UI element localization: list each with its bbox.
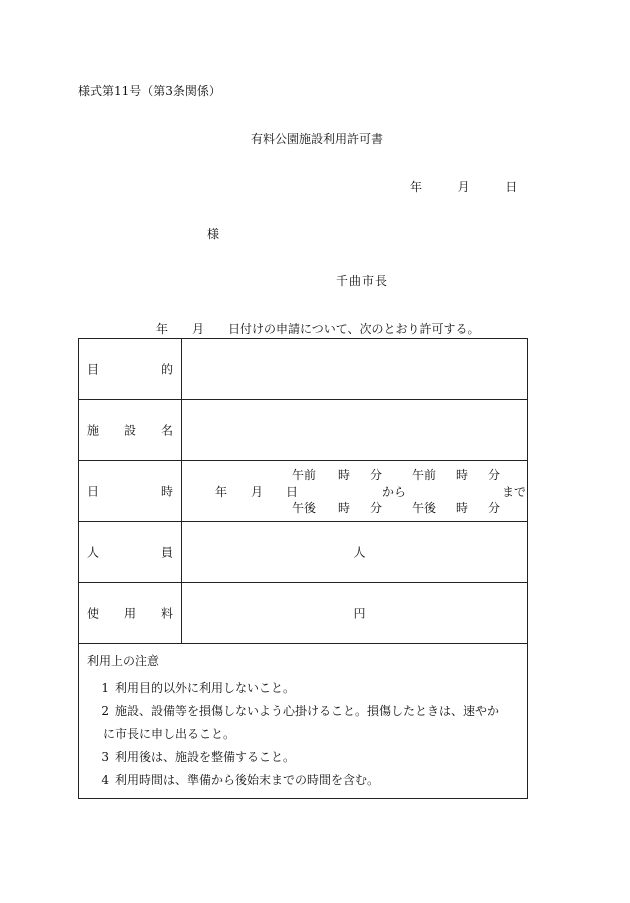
- label-fee-char-2: 用: [123, 606, 136, 621]
- dt-end-am-minute: 分: [488, 468, 501, 482]
- row-facility: [79, 400, 528, 461]
- row-people: [79, 522, 528, 583]
- label-fee-char-3: 料: [160, 606, 173, 621]
- issue-date-day: 日: [505, 180, 518, 194]
- row-purpose: [79, 339, 528, 400]
- note-text: 利用後は、施設を整備すること。: [115, 750, 296, 764]
- label-datetime: [79, 461, 182, 522]
- dt-until: まで: [502, 485, 527, 499]
- label-purpose: [79, 339, 182, 400]
- note-item: [87, 769, 521, 792]
- issuer-name: 千曲市長: [336, 274, 389, 288]
- notes-cell: [79, 644, 528, 799]
- note-number: 2: [101, 704, 109, 718]
- note-item: [87, 700, 521, 723]
- document-title: 有料公園施設利用許可書: [250, 132, 383, 146]
- purpose-value-field[interactable]: [182, 339, 528, 400]
- row-notes: [79, 644, 528, 799]
- dt-end-am: 午前: [412, 468, 437, 482]
- permit-table: [78, 338, 528, 799]
- issue-date: [410, 178, 517, 195]
- note-text: 利用時間は、準備から後始末までの時間を含む。: [115, 773, 380, 787]
- note-number: 1: [101, 681, 109, 695]
- note-text-continuation: に市長に申し出ること。: [103, 727, 236, 741]
- label-facility-char-2: 設: [123, 423, 136, 438]
- label-datetime-char-2: 時: [160, 484, 173, 499]
- dt-month: 月: [251, 485, 264, 499]
- people-value-field[interactable]: [182, 522, 528, 583]
- dt-from: から: [382, 485, 407, 499]
- intro-text: 年 月 日付けの申請について、次のとおり許可する。: [156, 322, 480, 336]
- label-people: [79, 522, 182, 583]
- dt-day: 日: [286, 485, 299, 499]
- people-unit: 人: [353, 545, 366, 560]
- note-number: 3: [101, 750, 109, 764]
- dt-end-am-hour: 時: [456, 468, 469, 482]
- addressee-suffix: 様: [207, 227, 220, 241]
- note-text: 利用目的以外に利用しないこと。: [115, 681, 296, 695]
- label-people-char-1: 人: [87, 545, 100, 560]
- row-fee: [79, 583, 528, 644]
- note-item: [87, 677, 521, 700]
- label-datetime-char-1: 日: [87, 484, 100, 499]
- label-people-char-2: 員: [160, 545, 173, 560]
- dt-end-pm-hour: 時: [456, 501, 469, 515]
- dt-year: 年: [215, 485, 228, 499]
- dt-start-am-minute: 分: [370, 468, 383, 482]
- label-facility-char-3: 名: [160, 423, 173, 438]
- fee-value-field[interactable]: [182, 583, 528, 644]
- fee-unit: 円: [353, 606, 366, 621]
- row-datetime: [79, 461, 528, 522]
- notes-title: 利用上の注意: [87, 654, 160, 668]
- dt-start-am-hour: 時: [338, 468, 351, 482]
- dt-start-pm: 午後: [292, 501, 317, 515]
- dt-start-pm-minute: 分: [370, 501, 383, 515]
- dt-start-pm-hour: 時: [338, 501, 351, 515]
- label-facility: [79, 400, 182, 461]
- dt-end-pm: 午後: [412, 501, 437, 515]
- note-item: [87, 746, 521, 769]
- note-text: 施設、設備等を損傷しないよう心掛けること。損傷したときは、速やか: [115, 704, 500, 718]
- issue-date-month: 月: [457, 180, 470, 194]
- issue-date-year: 年: [410, 180, 423, 194]
- label-fee-char-1: 使: [87, 606, 100, 621]
- label-purpose-char-1: 目: [87, 362, 100, 377]
- label-fee: [79, 583, 182, 644]
- note-number: 4: [101, 773, 109, 787]
- dt-start-am: 午前: [292, 468, 317, 482]
- form-number: 様式第11号（第3条関係）: [78, 84, 221, 98]
- label-purpose-char-2: 的: [160, 362, 173, 377]
- dt-end-pm-minute: 分: [488, 501, 501, 515]
- facility-value-field[interactable]: [182, 400, 528, 461]
- label-facility-char-1: 施: [87, 423, 100, 438]
- datetime-value-field[interactable]: [182, 461, 528, 522]
